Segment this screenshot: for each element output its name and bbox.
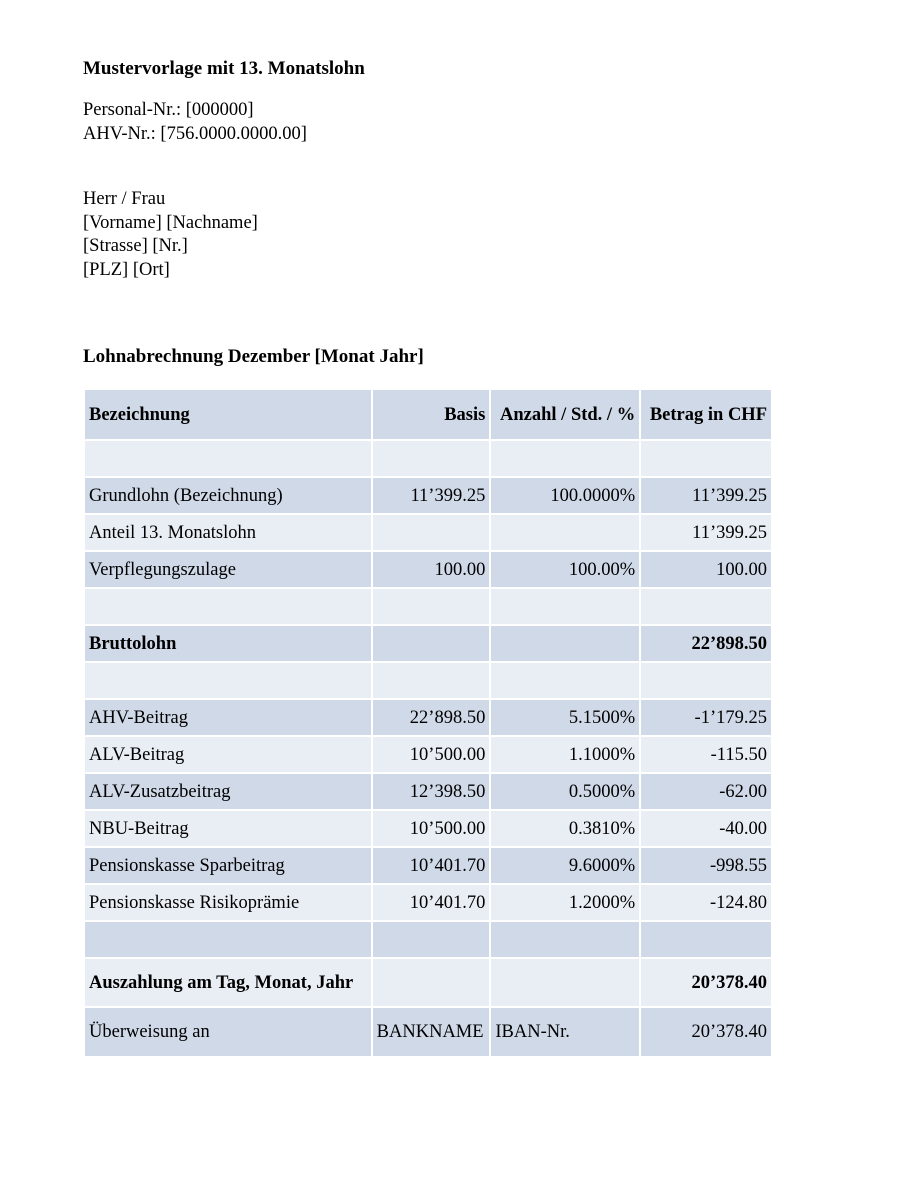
table-row xyxy=(85,700,771,735)
cell-label xyxy=(85,441,371,476)
cell-basis: 10’401.70 xyxy=(373,848,490,883)
table-row-payout-total xyxy=(85,959,771,1006)
cell-basis: 10’500.00 xyxy=(373,737,490,772)
recipient-city: [PLZ] [Ort] xyxy=(83,259,170,280)
cell-basis xyxy=(373,441,490,476)
cell-count xyxy=(491,515,639,550)
recipient-salutation: Herr / Frau xyxy=(83,189,166,209)
recipient-street: [Strasse] [Nr.] xyxy=(83,236,188,256)
table-row xyxy=(85,737,771,772)
cell-basis xyxy=(373,663,490,698)
cell-basis xyxy=(373,922,490,957)
cell-count: 100.0000% xyxy=(491,478,639,513)
cell-amount: -998.55 xyxy=(641,848,771,883)
cell-amount xyxy=(641,441,771,476)
cell-amount: 20’378.40 xyxy=(641,959,771,1006)
cell-amount xyxy=(641,589,771,624)
header-label: Bezeichnung xyxy=(85,390,371,439)
table-row xyxy=(85,478,771,513)
cell-basis xyxy=(373,589,490,624)
cell-label: ALV-Beitrag xyxy=(85,737,371,772)
cell-amount: 20’378.40 xyxy=(641,1008,771,1056)
table-row-transfer xyxy=(85,1008,771,1056)
cell-label xyxy=(85,663,371,698)
header-basis: Basis xyxy=(373,390,490,439)
cell-label: Pensionskasse Risikoprämie xyxy=(85,885,371,920)
cell-count: 1.2000% xyxy=(491,885,639,920)
cell-label: NBU-Beitrag xyxy=(85,811,371,846)
cell-basis: 100.00 xyxy=(373,552,490,587)
table-row xyxy=(85,811,771,846)
table-row xyxy=(85,515,771,550)
cell-label: Anteil 13. Monatslohn xyxy=(85,515,371,550)
cell-basis xyxy=(373,515,490,550)
cell-bank-name xyxy=(373,1008,490,1056)
bank-name-text: BANKNAME xyxy=(376,1022,484,1042)
cell-count: 1.1000% xyxy=(491,737,639,772)
cell-count xyxy=(491,959,639,1006)
cell-label: Verpflegungszulage xyxy=(85,552,371,587)
cell-basis xyxy=(373,626,490,661)
cell-amount: 11’399.25 xyxy=(641,515,771,550)
cell-count xyxy=(491,663,639,698)
cell-amount: 100.00 xyxy=(641,552,771,587)
cell-count xyxy=(491,922,639,957)
header-amount: Betrag in CHF xyxy=(641,390,771,439)
cell-count xyxy=(491,626,639,661)
cell-amount xyxy=(641,922,771,957)
cell-label: Pensionskasse Sparbeitrag xyxy=(85,848,371,883)
recipient-name: [Vorname] [Nachname] xyxy=(83,212,258,233)
cell-label: Überweisung an xyxy=(85,1008,371,1056)
personal-number: Personal-Nr.: [000000] xyxy=(83,100,254,120)
cell-basis: 10’401.70 xyxy=(373,885,490,920)
cell-basis xyxy=(373,959,490,1006)
cell-basis: 12’398.50 xyxy=(373,774,490,809)
table-row-spacer xyxy=(85,589,771,624)
cell-count xyxy=(491,589,639,624)
table-row xyxy=(85,552,771,587)
cell-amount: -124.80 xyxy=(641,885,771,920)
cell-amount xyxy=(641,663,771,698)
table-row-spacer xyxy=(85,922,771,957)
cell-count xyxy=(491,441,639,476)
cell-basis: 11’399.25 xyxy=(373,478,490,513)
table-row xyxy=(85,774,771,809)
cell-amount: 11’399.25 xyxy=(641,478,771,513)
cell-basis: 10’500.00 xyxy=(373,811,490,846)
cell-amount: -115.50 xyxy=(641,737,771,772)
cell-amount: -1’179.25 xyxy=(641,700,771,735)
table-row xyxy=(85,885,771,920)
cell-label: AHV-Beitrag xyxy=(85,700,371,735)
table-row xyxy=(85,848,771,883)
payroll-table xyxy=(83,388,773,1058)
ahv-number: AHV-Nr.: [756.0000.0000.00] xyxy=(83,123,307,144)
cell-label: Grundlohn (Bezeichnung) xyxy=(85,478,371,513)
header-count: Anzahl / Std. / % xyxy=(491,390,639,439)
table-header-row xyxy=(85,390,771,439)
table-row-spacer xyxy=(85,663,771,698)
cell-iban: IBAN-Nr. xyxy=(491,1008,639,1056)
cell-label: Auszahlung am Tag, Monat, Jahr xyxy=(85,959,371,1006)
document-title: Mustervorlage mit 13. Monatslohn xyxy=(83,58,365,79)
cell-count: 9.6000% xyxy=(491,848,639,883)
cell-count: 5.1500% xyxy=(491,700,639,735)
cell-amount: -62.00 xyxy=(641,774,771,809)
cell-label: ALV-Zusatzbeitrag xyxy=(85,774,371,809)
employee-ids xyxy=(83,99,307,146)
statement-title: Lohnabrechnung Dezember [Monat Jahr] xyxy=(83,346,424,367)
cell-basis: 22’898.50 xyxy=(373,700,490,735)
cell-amount: 22’898.50 xyxy=(641,626,771,661)
cell-label xyxy=(85,589,371,624)
table-row-gross-total xyxy=(85,626,771,661)
cell-count: 0.3810% xyxy=(491,811,639,846)
cell-label: Bruttolohn xyxy=(85,626,371,661)
cell-amount: -40.00 xyxy=(641,811,771,846)
table-row-spacer xyxy=(85,441,771,476)
recipient-address xyxy=(83,188,258,282)
cell-label xyxy=(85,922,371,957)
cell-count: 0.5000% xyxy=(491,774,639,809)
cell-count: 100.00% xyxy=(491,552,639,587)
